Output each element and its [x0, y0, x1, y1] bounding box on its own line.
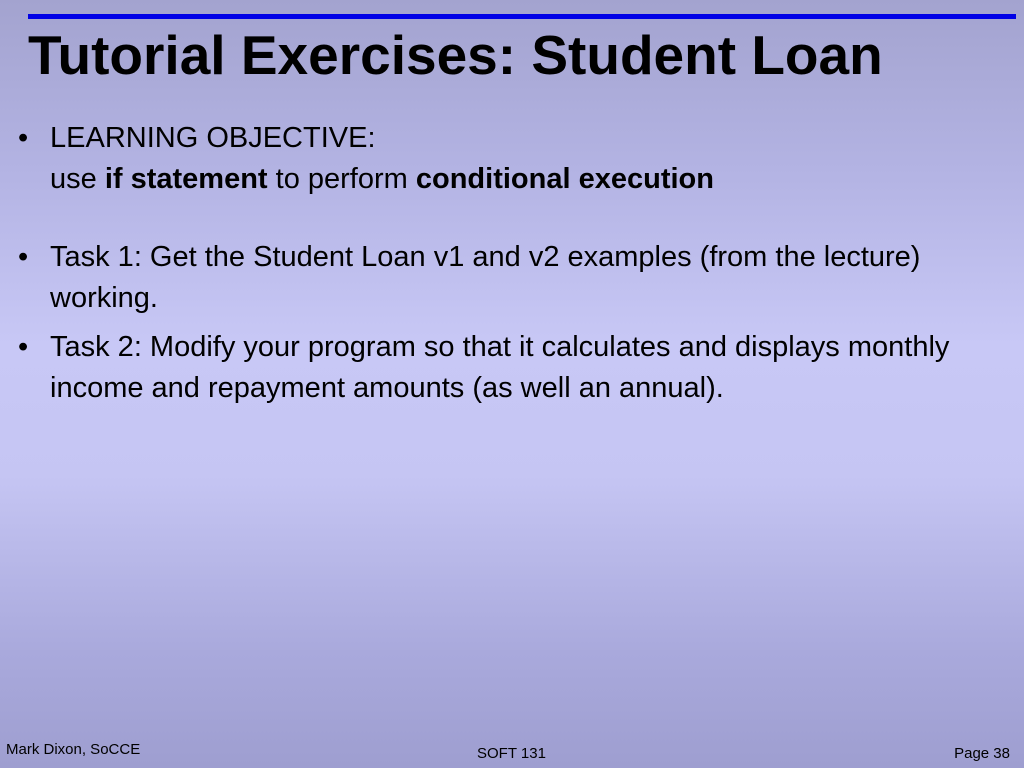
footer-author: Mark Dixon, SoCCE [6, 741, 141, 758]
learning-objective-text [50, 159, 1008, 200]
bullet-icon: • [18, 241, 29, 273]
bullet-task-2 [18, 327, 1008, 409]
task-2-text: Task 2: Modify your program so that it calculates and displays monthly income and repayment amounts (as well an annual). [50, 331, 950, 404]
learning-objective-heading: LEARNING OBJECTIVE: [50, 122, 376, 154]
objective-prefix: use [50, 163, 105, 195]
title-rule [28, 14, 1016, 19]
footer-course: SOFT 131 [477, 745, 546, 762]
slide-title: Tutorial Exercises: Student Loan [28, 24, 883, 86]
objective-middle: to perform [267, 163, 416, 195]
bullet-learning-objective [18, 118, 1008, 200]
bullet-icon: • [18, 331, 29, 363]
bullet-task-1 [18, 237, 1008, 319]
footer-page-number: Page 38 [954, 745, 1010, 762]
objective-keyword-conditional-execution: conditional execution [415, 163, 714, 195]
task-1-text: Task 1: Get the Student Loan v1 and v2 examples (from the lecture) working. [50, 241, 921, 314]
objective-keyword-if-statement: if statement [104, 163, 268, 195]
bullet-icon: • [18, 122, 29, 154]
bullet-list [18, 118, 1008, 409]
